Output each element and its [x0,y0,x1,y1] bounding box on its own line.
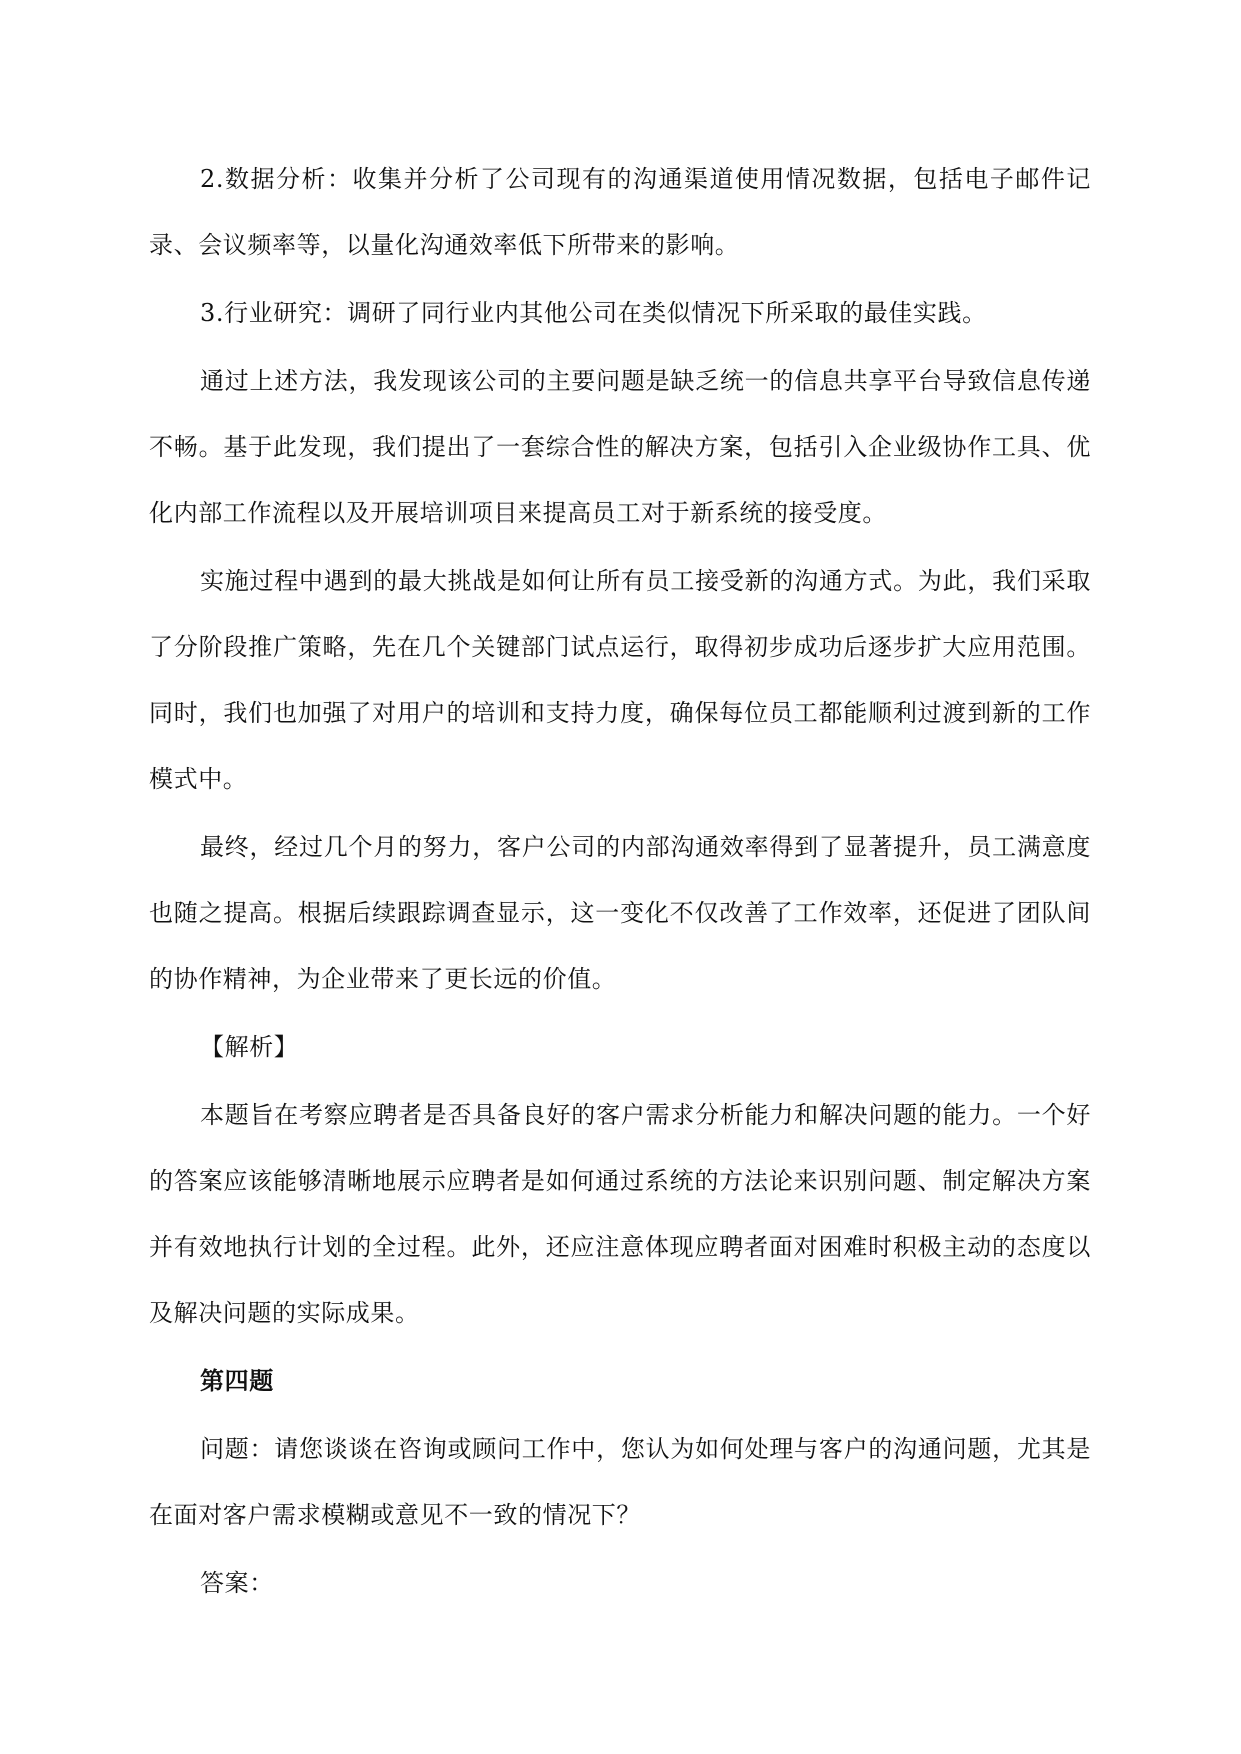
document-body [149,146,1091,1618]
question-four-heading: 第四题 [200,1366,274,1395]
paragraph-outcome: 最终，经过几个月的努力，客户公司的内部沟通效率得到了显著提升，员工满意度也随之提高。根据后续跟踪调查显示，这一变化不仅改善了工作效率，还促进了团队间的协作精神，为企业带来了更长远的价值。 [149,833,1091,993]
paragraph-analysis: 本题旨在考察应聘者是否具备良好的客户需求分析能力和解决问题的能力。一个好的答案应该能够清晰地展示应聘者是如何通过系统的方法论来识别问题、制定解决方案并有效地执行计划的全过程。此外，还应注意体现应聘者面对困难时积极主动的态度以及解决问题的实际成果。 [149,1101,1091,1327]
paragraph-question: 问题：请您谈谈在咨询或顾问工作中，您认为如何处理与客户的沟通问题，尤其是在面对客户需求模糊或意见不一致的情况下？ [149,1435,1091,1529]
analysis-label: 【解析】 [200,1033,299,1061]
paragraph-industry-research: 3.行业研究：调研了同行业内其他公司在类似情况下所采取的最佳实践。 [200,299,987,327]
paragraph-findings: 通过上述方法，我发现该公司的主要问题是缺乏统一的信息共享平台导致信息传递不畅。基于此发现，我们提出了一套综合性的解决方案，包括引入企业级协作工具、优化内部工作流程以及开展培训项目来提高员工对于新系统的接受度。 [149,367,1091,527]
paragraph-data-analysis: 2.数据分析：收集并分析了公司现有的沟通渠道使用情况数据，包括电子邮件记录、会议频率等，以量化沟通效率低下所带来的影响。 [149,165,1091,259]
answer-label: 答案： [200,1569,274,1597]
paragraph-implementation: 实施过程中遇到的最大挑战是如何让所有员工接受新的沟通方式。为此，我们采取了分阶段推广策略，先在几个关键部门试点运行，取得初步成功后逐步扩大应用范围。同时，我们也加强了对用户的培训和支持力度，确保每位员工都能顺利过渡到新的工作模式中。 [149,567,1091,793]
